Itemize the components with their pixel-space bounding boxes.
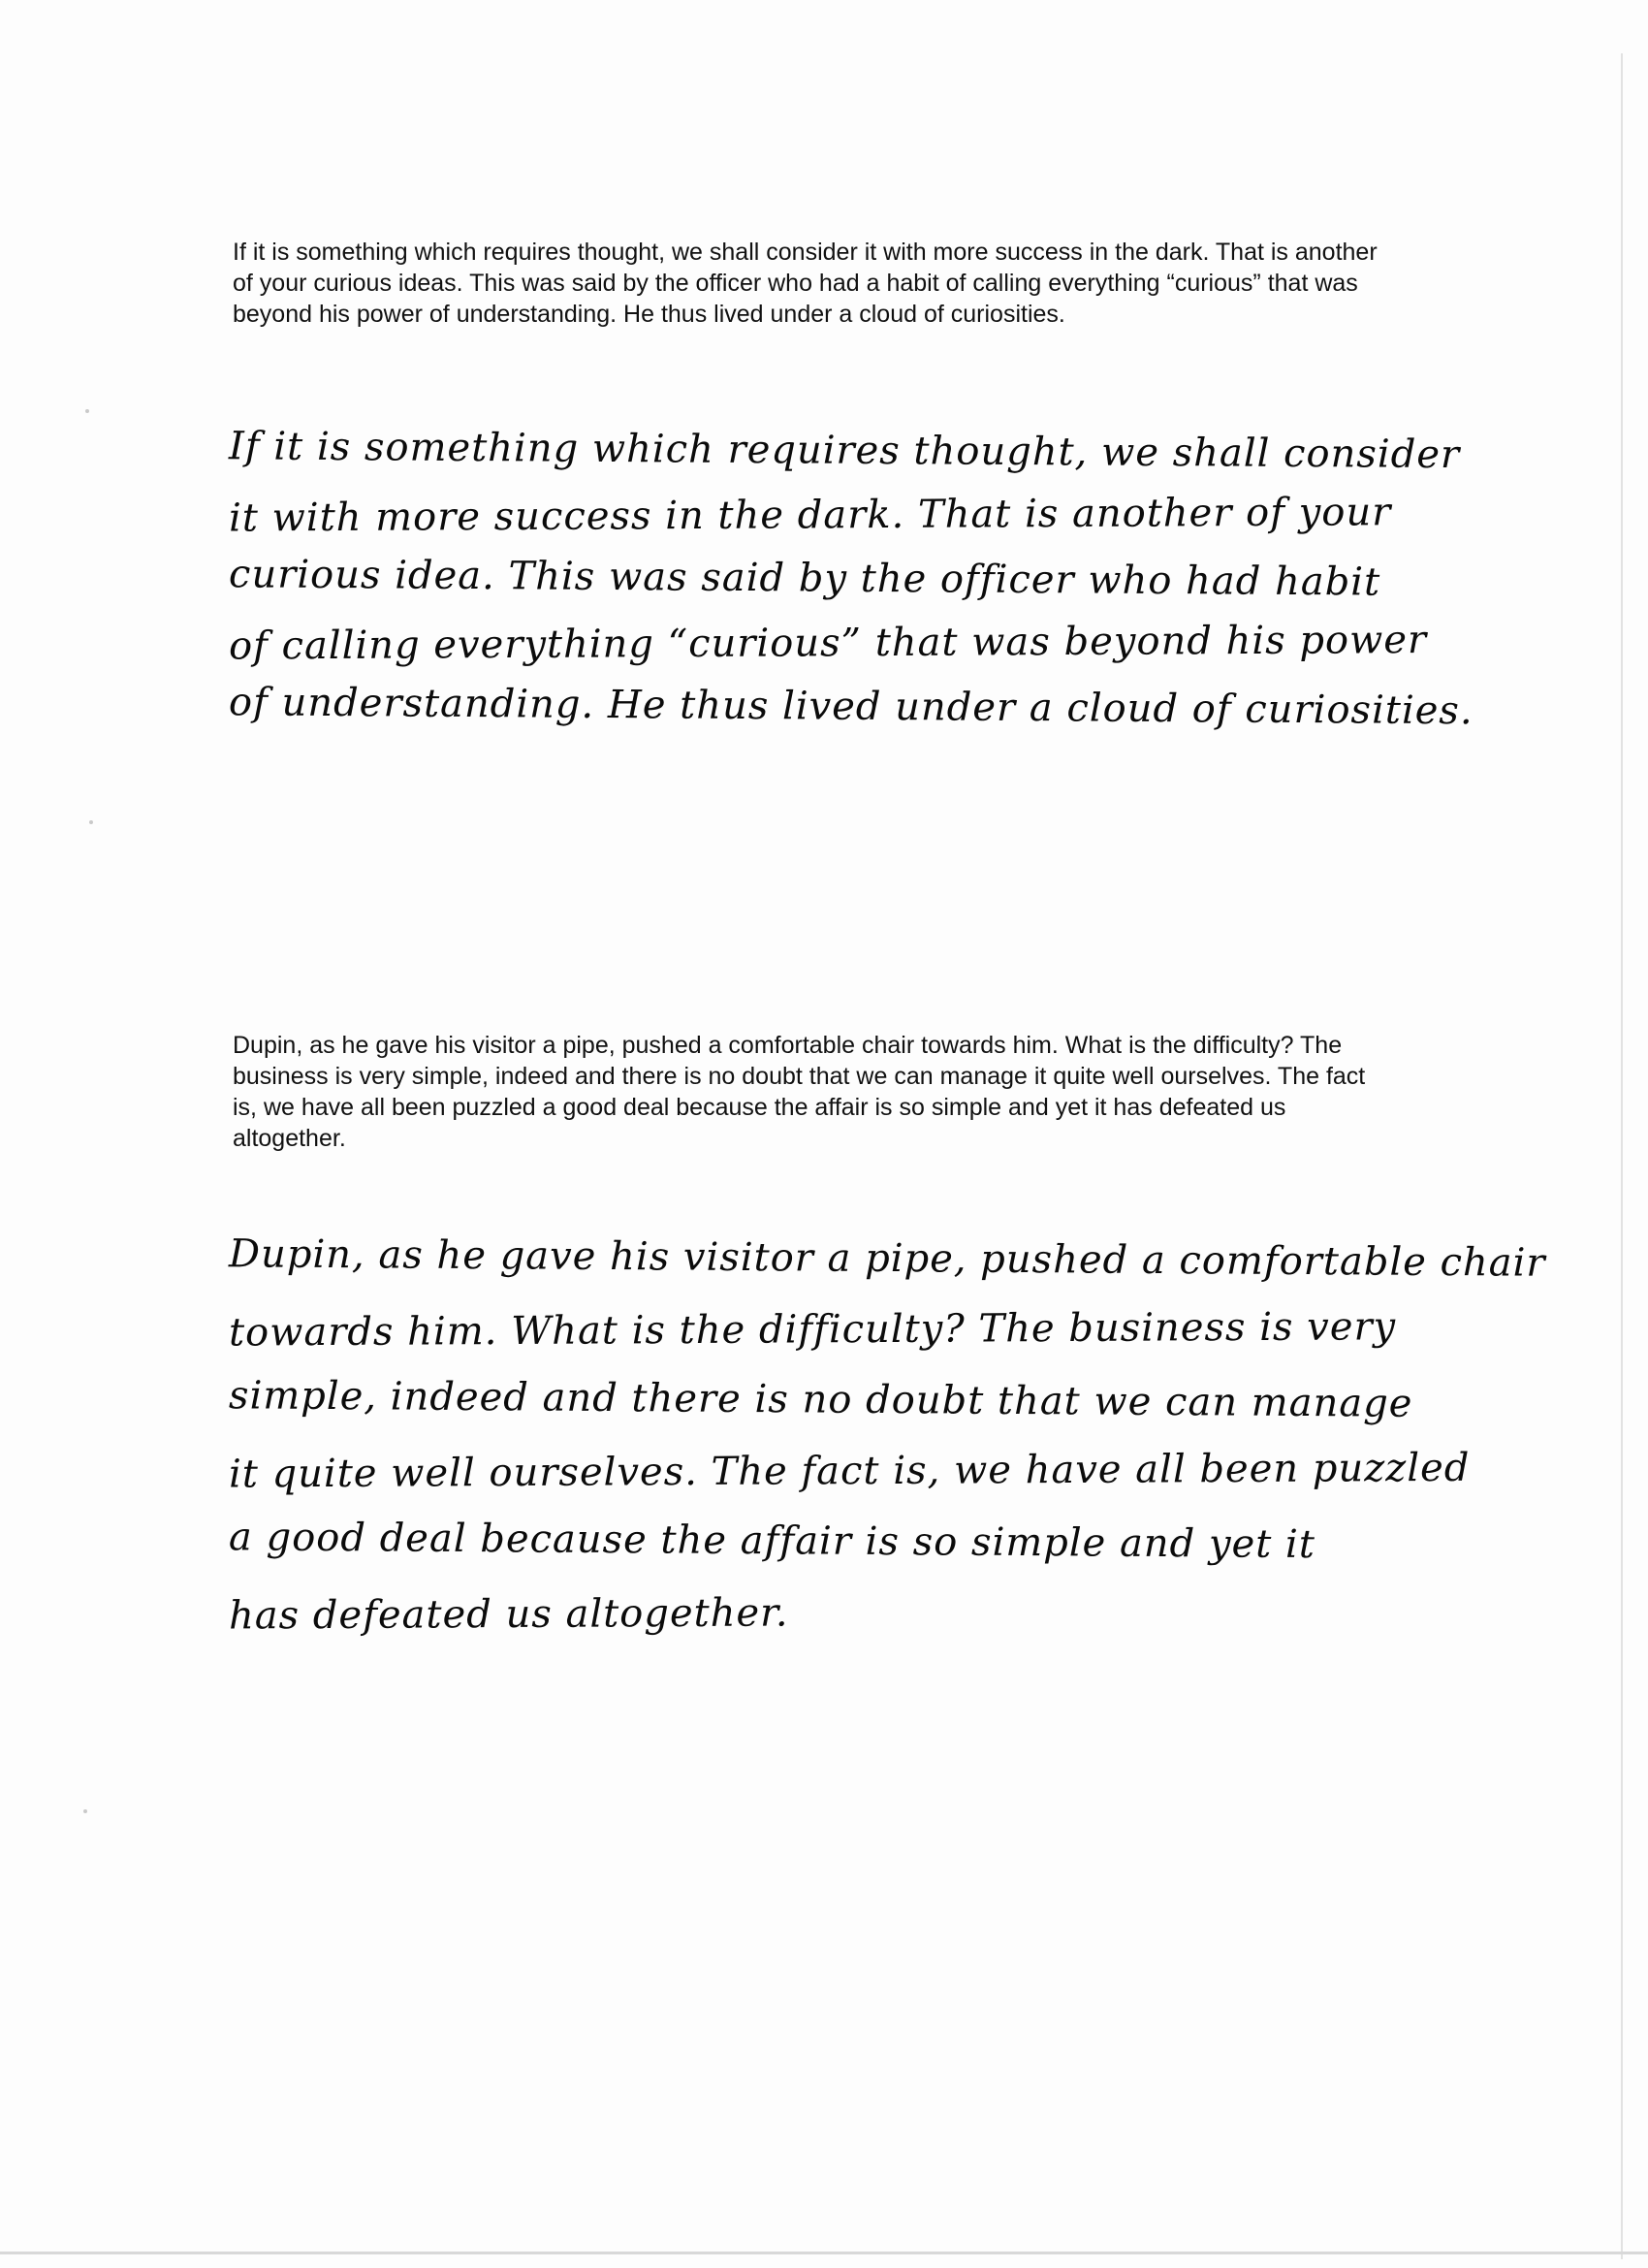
handwritten-line: Dupin, as he gave his visitor a pipe, pushed a comfortable chair — [228, 1231, 1546, 1286]
printed-passage-1: If it is something which requires thought, we shall consider it with more success in the dark. That is another of your curious ideas. This was said by the officer who had a habit of calling everything “curious” that was beyond his power of understanding. He thus lived under a cloud of curiosities. — [233, 239, 1378, 328]
handwritten-line: it with more success in the dark. That is another of your — [228, 490, 1392, 541]
scan-edge-right — [1621, 53, 1623, 2259]
handwritten-line: has defeated us altogether. — [228, 1590, 789, 1639]
scan-speck — [85, 409, 89, 413]
handwritten-passage-2 — [228, 1224, 1546, 1648]
handwritten-line: of understanding. He thus lived under a cloud of curiosities. — [228, 680, 1474, 734]
handwritten-line: it quite well ourselves. The fact is, we have all been puzzled — [228, 1445, 1471, 1497]
scan-speck — [83, 1809, 87, 1813]
scan-speck — [89, 820, 93, 824]
handwritten-passage-1 — [229, 419, 1537, 739]
scan-edge-bottom — [0, 2252, 1648, 2254]
handwritten-line: simple, indeed and there is no doubt that we can manage — [228, 1373, 1413, 1426]
printed-passage-2: Dupin, as he gave his visitor a pipe, pushed a comfortable chair towards him. What is the difficulty? The business is very simple, indeed and there is no doubt that we can manage it quite well ourselves. The fact is, we have all been puzzled a good deal because the affair is so simple and yet it has defeated us altogether. — [233, 1032, 1366, 1152]
handwritten-line: curious idea. This was said by the officer who had habit — [228, 552, 1381, 605]
handwritten-line: a good deal because the affair is so simple and yet it — [228, 1515, 1316, 1568]
handwritten-line: If it is something which requires thought, we shall consider — [228, 424, 1461, 478]
handwritten-line: towards him. What is the difficulty? The business is very — [228, 1304, 1397, 1356]
handwritten-line: of calling everything “curious” that was beyond his power — [228, 618, 1428, 669]
